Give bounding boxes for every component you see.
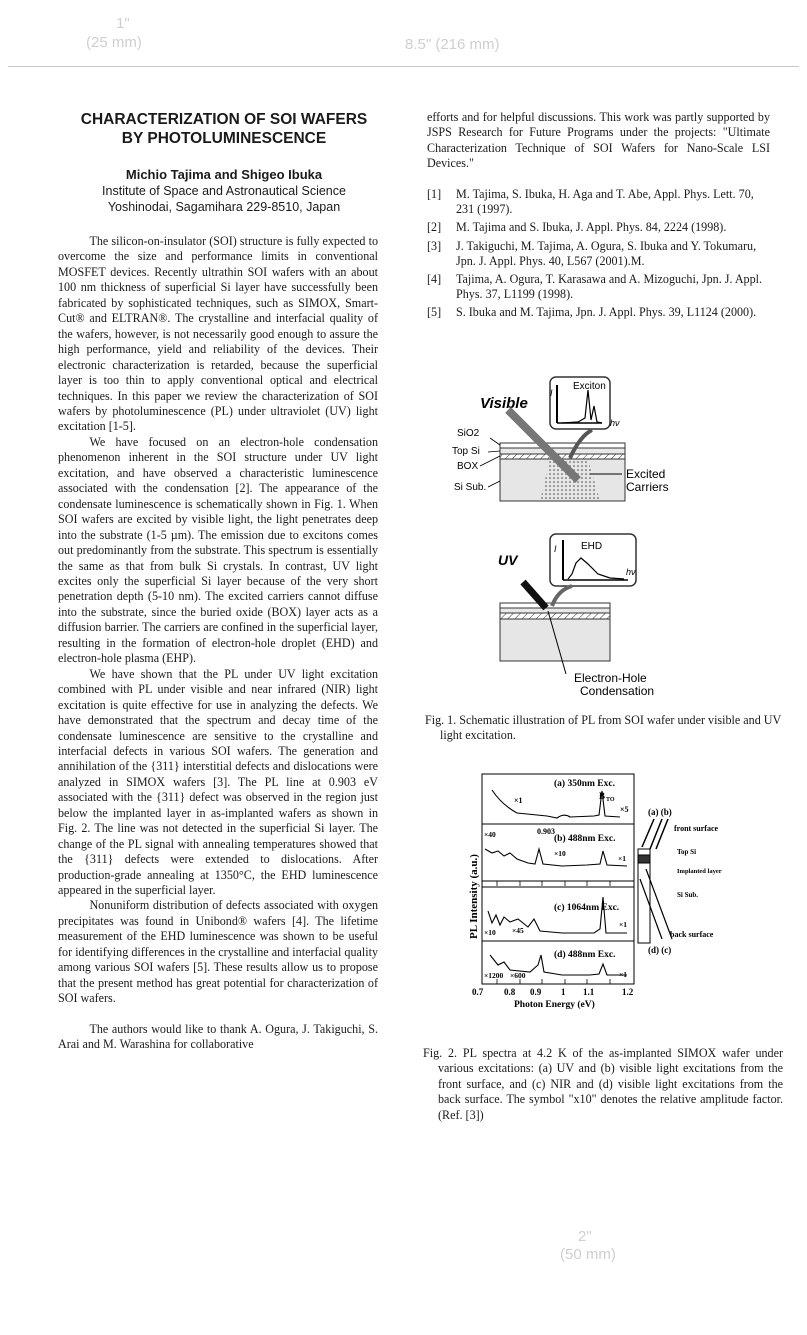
excited-carriers-label-2: Carriers (626, 480, 669, 494)
panel-d-label: (d) 488nm Exc. (554, 950, 616, 960)
panel-c-factor-x1: ×1 (619, 920, 628, 929)
figure-1-caption: Fig. 1. Schematic illustration of PL from SOI wafer under visible and UV light excitation. (425, 713, 782, 743)
condensation-label-2: Condensation (580, 684, 655, 698)
x-tick-0.9: 0.9 (530, 987, 542, 997)
panel-d-factor-x1: ×1 (619, 970, 628, 979)
authors: Michio Tajima and Shigeo Ibuka (125, 167, 323, 182)
wafer-sio2-layer (500, 443, 625, 448)
paragraph-4: Nonuniform distribution of defects associated with oxygen precipitates was found in Unibond® wafers [4]. The lifetime measurement of the EHD luminescence was shown to be useful for identifying differences in the crystalline and interfacial quality among various SOI wafers [5]. These results allow us to propose that the present method has great potential for characterization of SOI wafers. (58, 898, 378, 1006)
reference-3: [3] J. Takiguchi, M. Tajima, A. Ogura, S. Ibuka and Y. Tokumaru, Jpn. J. Appl. Phys. 40, L567 (2001).M. (427, 238, 757, 268)
panel-a-label: (a) 350nm Exc. (554, 779, 615, 789)
panel-d-factor-x600: ×600 (510, 971, 526, 980)
b-to-subscript: TO (606, 797, 615, 803)
paragraph-1: The silicon-on-insulator (SOI) structure is fully expected to overcome the size and performance limits in conventional MOSFET devices. Recently ultrathin SOI wafers with an about 100 nm thickness of superficial Si layer have successfully been fabricated by sophisticated techniques, such as SIMOX, Smart-Cut® and ELTRAN®. The crystalline and interfacial quality of the wafers, however, is not necessarily good enough to assure the high performance, yield and reliability of the devices. Their electronic characterization is retarded, because the superficial layer is too thin to apply conventional optical and electrical techniques. In this paper we review the characterization of SOI wafers by photoluminescence (PL) under ultraviolet (UV) light excitation [1-5]. (58, 234, 378, 434)
x-tick-0.8: 0.8 (504, 987, 516, 997)
side-dc-label: (d) (c) (648, 945, 672, 955)
x-tick-0.7: 0.7 (472, 987, 484, 997)
reference-5: [5] S. Ibuka and M. Tajima, Jpn. J. Appl. Phys. 39, L1124 (2000). (427, 305, 757, 320)
affiliation-line-1: Institute of Space and Astronautical Science (102, 184, 346, 198)
panel-b-factor-x1: ×1 (618, 854, 627, 863)
panel-b-factor-x10: ×10 (554, 849, 566, 858)
uv-label: UV (498, 552, 518, 568)
panel-d-factor-x1200: ×1200 (484, 971, 504, 980)
front-surface-label: front surface (674, 824, 719, 833)
condensation-label-1: Electron-Hole (574, 671, 647, 685)
x-tick-1: 1 (561, 987, 566, 997)
title-line-2: BY PHOTOLUMINESCENCE (121, 130, 327, 147)
excited-carriers-label-1: Excited (626, 467, 666, 481)
exciton-i-label: I (550, 388, 553, 398)
ehd-label: EHD (581, 541, 603, 552)
panel-c-label: (c) 1064nm Exc. (554, 903, 620, 913)
panel-b-factor-x40: ×40 (484, 830, 496, 839)
margin-note-top-left: 1" (116, 15, 130, 32)
margin-note-bottom-right-mm: (50 mm) (560, 1246, 616, 1263)
figure-1 (440, 368, 690, 698)
side-wafer-implanted (638, 855, 650, 863)
references (427, 187, 770, 324)
sio2-label: SiO2 (457, 428, 480, 439)
exciton-hv-label: hν (610, 418, 620, 428)
affiliation-line-2: Yoshinodai, Sagamihara 229-8510, Japan (107, 200, 341, 214)
margin-note-top-left-mm: (25 mm) (86, 34, 142, 51)
figure-2-caption: Fig. 2. PL spectra at 4.2 K of the as-implanted SIMOX wafer under various excitations: (a) UV and (b) visible light excitations from the front surface, and (c) NIR and (d) visible light excitations from the back surface. The symbol "x10" denotes the relative amplitude factor. (Ref. [3]) (423, 1046, 783, 1122)
panel-a-factor-x1: ×1 (514, 796, 523, 805)
acknowledgement-continued: efforts and for helpful discussions. This work was partly supported by JSPS Research for Future Programs under the projects: "Ultimate Characterization Technique of SOI Wafers for Nano-Scale LSI Devices." (427, 110, 770, 171)
panel-c-factor-x10: ×10 (484, 928, 496, 937)
back-surface-label: back surface (670, 930, 714, 939)
wafer-top-si-layer (500, 448, 625, 454)
reference-4: [4] Tajima, A. Ogura, T. Karasawa and A. Mizoguchi, Jpn. J. Appl. Phys. 37, L1199 (1998). (427, 272, 763, 302)
x-tick-1.1: 1.1 (583, 987, 595, 997)
fig2-x-axis-label: Photon Energy (eV) (514, 1000, 595, 1010)
b-to-label: B (599, 791, 606, 801)
title-line-1: CHARACTERIZATION OF SOI WAFERS (80, 111, 368, 128)
paper-title (58, 110, 390, 148)
affiliation (58, 183, 390, 215)
top-si-side-label: Top Si (677, 848, 697, 856)
side-ab-label: (a) (b) (648, 807, 672, 817)
fig2-y-axis-label: PL Intensity (a.u.) (468, 854, 480, 939)
si-sub-label: Si Sub. (454, 482, 487, 493)
panel-a-factor-x5: ×5 (620, 805, 629, 814)
uv-wafer-substrate (500, 619, 610, 661)
paragraph-2: We have focused on an electron-hole condensation phenomenon inherent in the SOI structure under UV light excitation, and have observed a characteristic luminescence associated with the condensation [2]. The appearance of the condensate luminescence is schematically shown in Fig. 1. When SOI wafers are excited by visible light, the light penetrates deep into the substrate (1-5 µm). The emission due to excitons comes out predominantly from the substrate. This spectrum is essentially the same as that from bulk Si crystals. In contrast, UV light excites only the superficial Si layer because of the very short penetration depth (5-10 nm). The excited carriers cannot diffuse into the substrate, since the buried oxide (BOX) layer acts as a diffusion barrier. The carriers are confined in the superficial layer, resulting in the formation of electron-hole droplet (EHD) and electron-hole plasma (EHP). (58, 434, 378, 666)
margin-note-top-center: 8.5" (216 mm) (405, 36, 500, 53)
side-wafer-top-si (638, 849, 650, 855)
ehd-i-label: I (554, 544, 557, 554)
exciton-label: Exciton (573, 381, 606, 392)
visible-label: Visible (480, 395, 528, 412)
box-label: BOX (457, 461, 479, 472)
si-sub-side-label: Si Sub. (677, 891, 699, 899)
top-si-label: Top Si (452, 446, 480, 457)
implanted-layer-label: Implanted layer (677, 868, 722, 875)
reference-2: [2] M. Tajima and S. Ibuka, J. Appl. Phys. 84, 2224 (1998). (427, 220, 727, 235)
figure-2 (462, 769, 722, 1034)
panel-c-factor-x45: ×45 (512, 926, 524, 935)
panel-b-label: (b) 488nm Exc. (554, 834, 616, 844)
top-rule (8, 66, 799, 67)
wafer-box-layer (500, 454, 625, 459)
ehd-hv-label: hν (626, 567, 636, 577)
reference-1: [1] M. Tajima, S. Ibuka, H. Aga and T. Abe, Appl. Phys. Lett. 70, 231 (1997). (427, 187, 754, 217)
acknowledgement-start: The authors would like to thank A. Ogura, J. Takiguchi, S. Arai and M. Warashina for collaborative (58, 1021, 378, 1052)
body-left-column (58, 234, 378, 1053)
paragraph-3: We have shown that the PL under UV light excitation combined with PL under visible and near infrared (NIR) light excitation is quite effective for use in analyzing the defects. We have demonstrated that the spectrum and decay time of the condensate luminescence are sensitive to the crystalline and interfacial defects in various SOI wafers. The generation and annihilation of the {311} interstitial defects and dislocations were analyzed in SIMOX wafers [3]. The PL line at 0.903 eV associated with the {311} defect was observed in the region just below the implanted layer in as-implanted wafers as shown in Fig. 2. The line was not detected in the superficial Si layer. The change of the PL signal with annealing temperatures showed that the {311} defects were extended to dislocations. After production-grade annealing at 1350°C, the EHD luminescence appeared in the superficial layer. (58, 666, 378, 898)
margin-note-bottom-right: 2" (578, 1228, 592, 1245)
line-0903-label: 0.903 (537, 827, 555, 836)
x-tick-1.2: 1.2 (622, 987, 634, 997)
